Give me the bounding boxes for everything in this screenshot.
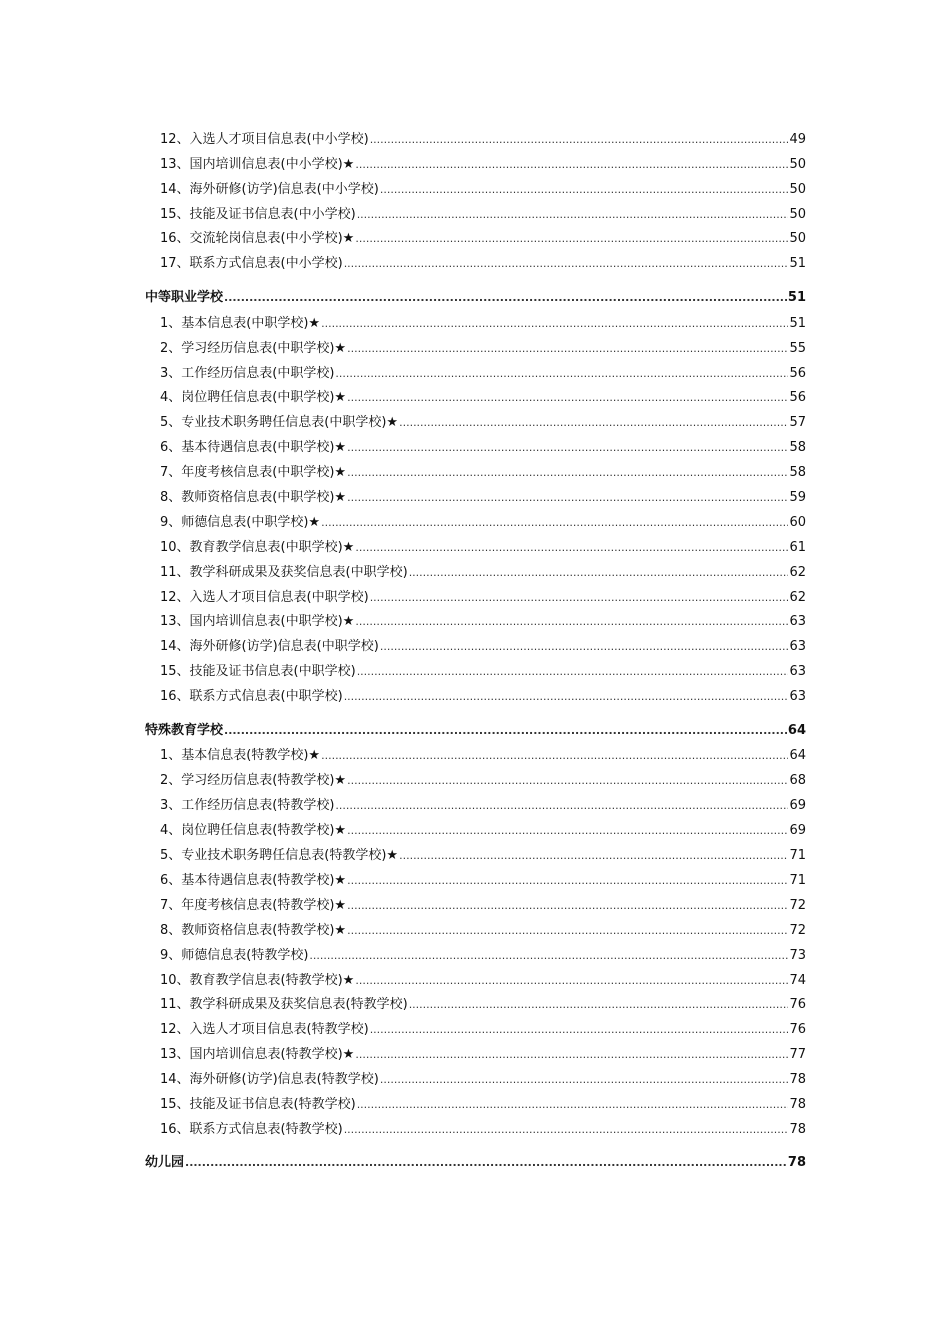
toc-entry[interactable]	[145, 457, 806, 482]
dot-leader	[344, 255, 789, 273]
toc-page-number: 62	[789, 564, 806, 580]
toc-page-number: 50	[789, 231, 806, 247]
table-of-contents	[145, 124, 806, 1173]
toc-entry[interactable]	[145, 631, 806, 656]
toc-page-number: 58	[789, 465, 806, 481]
toc-page-number: 63	[789, 639, 806, 655]
toc-entry-title: 2、学习经历信息表(中职学校)★	[160, 340, 347, 356]
toc-entry[interactable]	[145, 1014, 806, 1039]
toc-entry-title: 5、专业技术职务聘任信息表(特教学校)★	[160, 848, 399, 864]
toc-entry-title: 8、教师资格信息表(特教学校)★	[160, 922, 347, 938]
toc-entry-title: 17、联系方式信息表(中小学校)	[160, 256, 343, 272]
toc-entry-title: 特殊教育学校	[145, 722, 224, 738]
toc-page-number: 50	[789, 181, 806, 197]
toc-entry-title: 13、国内培训信息表(中小学校)★	[160, 156, 355, 172]
toc-entry[interactable]	[145, 358, 806, 383]
dot-leader	[355, 156, 788, 174]
toc-entry[interactable]	[145, 557, 806, 582]
toc-entry-title: 3、工作经历信息表(特教学校)	[160, 798, 335, 814]
dot-leader	[335, 365, 788, 383]
toc-entry-title: 15、技能及证书信息表(中职学校)	[160, 664, 356, 680]
dot-leader	[355, 1046, 788, 1064]
dot-leader	[347, 897, 788, 915]
toc-section-heading[interactable]	[145, 273, 806, 308]
toc-entry-title: 1、基本信息表(特教学校)★	[160, 748, 321, 764]
toc-page-number: 50	[789, 156, 806, 172]
toc-entry-title: 14、海外研修(访学)信息表(特教学校)	[160, 1072, 379, 1088]
toc-entry[interactable]	[145, 1114, 806, 1139]
dot-leader	[357, 663, 789, 681]
toc-entry-title: 16、联系方式信息表(特教学校)	[160, 1121, 343, 1137]
toc-page-number: 68	[789, 773, 806, 789]
toc-page-number: 78	[787, 1155, 806, 1171]
toc-page-number: 62	[789, 589, 806, 605]
toc-entry[interactable]	[145, 790, 806, 815]
toc-entry[interactable]	[145, 990, 806, 1015]
toc-entry[interactable]	[145, 840, 806, 865]
toc-section-heading[interactable]	[145, 1139, 806, 1174]
toc-entry-title: 幼儿园	[145, 1155, 185, 1171]
toc-entry-title: 12、入选人才项目信息表(中职学校)	[160, 589, 369, 605]
dot-leader	[347, 340, 788, 358]
dot-leader	[335, 797, 788, 815]
dot-leader	[370, 131, 789, 149]
toc-entry[interactable]	[145, 432, 806, 457]
toc-entry[interactable]	[145, 174, 806, 199]
toc-entry[interactable]	[145, 607, 806, 632]
toc-page-number: 71	[789, 848, 806, 864]
toc-entry-title: 7、年度考核信息表(特教学校)★	[160, 897, 347, 913]
toc-entry-title: 13、国内培训信息表(中职学校)★	[160, 614, 355, 630]
dot-leader	[321, 747, 788, 765]
toc-entry-title: 3、工作经历信息表(中职学校)	[160, 365, 335, 381]
toc-page-number: 76	[789, 997, 806, 1013]
toc-entry[interactable]	[145, 407, 806, 432]
dot-leader	[380, 638, 789, 656]
toc-page-number: 56	[789, 390, 806, 406]
toc-entry-title: 2、学习经历信息表(特教学校)★	[160, 773, 347, 789]
dot-leader	[347, 922, 788, 940]
dot-leader	[409, 996, 789, 1014]
toc-entry[interactable]	[145, 482, 806, 507]
toc-page-number: 69	[789, 798, 806, 814]
dot-leader	[409, 564, 789, 582]
toc-entry-title: 16、交流轮岗信息表(中小学校)★	[160, 231, 355, 247]
toc-page-number: 50	[789, 206, 806, 222]
toc-entry-title: 13、国内培训信息表(特教学校)★	[160, 1047, 355, 1063]
toc-entry-title: 7、年度考核信息表(中职学校)★	[160, 465, 347, 481]
toc-entry-title: 4、岗位聘任信息表(特教学校)★	[160, 823, 347, 839]
toc-entry[interactable]	[145, 383, 806, 408]
toc-entry-title: 1、基本信息表(中职学校)★	[160, 315, 321, 331]
toc-entry[interactable]	[145, 681, 806, 706]
dot-leader	[344, 1121, 789, 1139]
dot-leader	[347, 389, 788, 407]
dot-leader	[185, 1153, 787, 1173]
dot-leader	[347, 872, 788, 890]
toc-page-number: 49	[789, 131, 806, 147]
toc-entry[interactable]	[145, 865, 806, 890]
dot-leader	[355, 613, 788, 631]
toc-entry-title: 10、教育教学信息表(中职学校)★	[160, 539, 355, 555]
toc-entry-title: 15、技能及证书信息表(特教学校)	[160, 1096, 356, 1112]
dot-leader	[309, 947, 788, 965]
toc-section-heading[interactable]	[145, 706, 806, 741]
toc-page-number: 71	[789, 872, 806, 888]
dot-leader	[399, 847, 788, 865]
toc-entry-title: 14、海外研修(访学)信息表(中职学校)	[160, 639, 379, 655]
dot-leader	[224, 721, 787, 741]
dot-leader	[355, 539, 788, 557]
toc-page-number: 78	[789, 1121, 806, 1137]
toc-page-number: 77	[789, 1047, 806, 1063]
toc-entry-title: 中等职业学校	[145, 289, 224, 305]
dot-leader	[347, 772, 788, 790]
dot-leader	[380, 181, 789, 199]
dot-leader	[347, 439, 788, 457]
toc-entry[interactable]	[145, 965, 806, 990]
dot-leader	[347, 464, 788, 482]
toc-page-number: 63	[789, 689, 806, 705]
toc-entry[interactable]	[145, 1039, 806, 1064]
toc-entry[interactable]	[145, 940, 806, 965]
dot-leader	[344, 688, 789, 706]
toc-entry[interactable]	[145, 507, 806, 532]
toc-page-number: 64	[787, 722, 806, 738]
toc-page-number: 57	[789, 415, 806, 431]
dot-leader	[347, 489, 788, 507]
toc-entry[interactable]	[145, 765, 806, 790]
toc-page-number: 78	[789, 1072, 806, 1088]
toc-page-number: 61	[789, 539, 806, 555]
dot-leader	[347, 822, 788, 840]
toc-page-number: 69	[789, 823, 806, 839]
toc-entry-title: 15、技能及证书信息表(中小学校)	[160, 206, 356, 222]
toc-entry[interactable]	[145, 915, 806, 940]
toc-page-number: 56	[789, 365, 806, 381]
dot-leader	[355, 972, 788, 990]
dot-leader	[370, 589, 789, 607]
toc-page-number: 72	[789, 922, 806, 938]
toc-entry-title: 4、岗位聘任信息表(中职学校)★	[160, 390, 347, 406]
toc-page-number: 63	[789, 664, 806, 680]
toc-entry-title: 6、基本待遇信息表(中职学校)★	[160, 440, 347, 456]
toc-entry[interactable]	[145, 656, 806, 681]
toc-entry-title: 9、师德信息表(特教学校)	[160, 947, 309, 963]
toc-entry-title: 9、师德信息表(中职学校)★	[160, 514, 321, 530]
toc-page-number: 72	[789, 897, 806, 913]
toc-entry-title: 10、教育教学信息表(特教学校)★	[160, 972, 355, 988]
toc-page-number: 59	[789, 489, 806, 505]
toc-page-number: 60	[789, 514, 806, 530]
toc-entry[interactable]	[145, 308, 806, 333]
toc-entry[interactable]	[145, 224, 806, 249]
toc-entry[interactable]	[145, 815, 806, 840]
toc-entry[interactable]	[145, 333, 806, 358]
toc-entry[interactable]	[145, 149, 806, 174]
toc-page-number: 51	[787, 289, 806, 305]
dot-leader	[357, 1096, 789, 1114]
toc-page-number: 64	[789, 748, 806, 764]
toc-entry[interactable]	[145, 1064, 806, 1089]
dot-leader	[224, 288, 787, 308]
toc-entry[interactable]	[145, 532, 806, 557]
toc-entry-title: 5、专业技术职务聘任信息表(中职学校)★	[160, 415, 399, 431]
toc-entry[interactable]	[145, 582, 806, 607]
toc-page-number: 76	[789, 1022, 806, 1038]
toc-entry-title: 12、入选人才项目信息表(中小学校)	[160, 131, 369, 147]
toc-entry[interactable]	[145, 124, 806, 149]
toc-entry-title: 8、教师资格信息表(中职学校)★	[160, 489, 347, 505]
toc-page-number: 55	[789, 340, 806, 356]
toc-page-number: 74	[789, 972, 806, 988]
toc-entry-title: 12、入选人才项目信息表(特教学校)	[160, 1022, 369, 1038]
toc-page-number: 51	[789, 256, 806, 272]
toc-entry-title: 11、教学科研成果及获奖信息表(中职学校)	[160, 564, 408, 580]
toc-page-number: 63	[789, 614, 806, 630]
dot-leader	[380, 1071, 789, 1089]
dot-leader	[370, 1021, 789, 1039]
dot-leader	[355, 230, 788, 248]
dot-leader	[321, 315, 788, 333]
toc-entry[interactable]	[145, 248, 806, 273]
toc-entry[interactable]	[145, 890, 806, 915]
toc-entry-title: 11、教学科研成果及获奖信息表(特教学校)	[160, 997, 408, 1013]
dot-leader	[399, 414, 788, 432]
toc-page-number: 78	[789, 1096, 806, 1112]
dot-leader	[321, 514, 788, 532]
toc-entry[interactable]	[145, 741, 806, 766]
dot-leader	[357, 206, 789, 224]
toc-entry[interactable]	[145, 1089, 806, 1114]
toc-entry-title: 16、联系方式信息表(中职学校)	[160, 689, 343, 705]
toc-page-number: 73	[789, 947, 806, 963]
toc-entry-title: 14、海外研修(访学)信息表(中小学校)	[160, 181, 379, 197]
toc-entry[interactable]	[145, 199, 806, 224]
toc-entry-title: 6、基本待遇信息表(特教学校)★	[160, 872, 347, 888]
toc-page-number: 58	[789, 440, 806, 456]
toc-page-number: 51	[789, 315, 806, 331]
